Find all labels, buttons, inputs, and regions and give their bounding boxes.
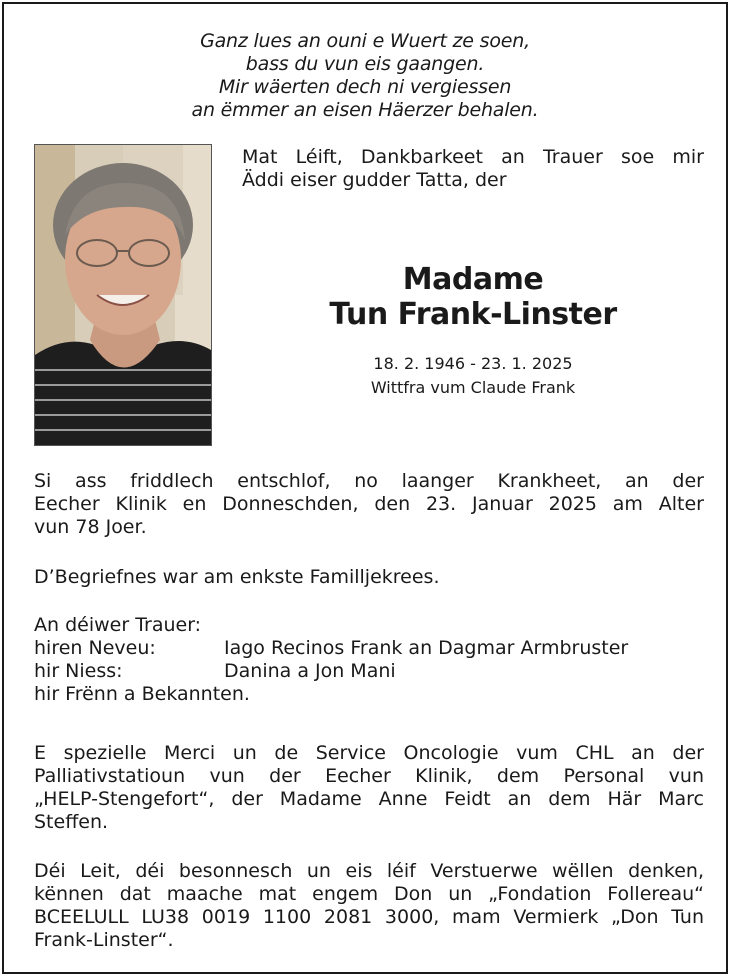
mourner-row xyxy=(34,637,704,660)
death-notice xyxy=(34,470,704,539)
poem-line: Mir wäerten dech ni vergiessen xyxy=(218,76,512,98)
mourners-heading: An déiwer Trauer: xyxy=(34,614,202,636)
donation-note xyxy=(34,860,704,952)
donation-line: BCEELULL LU38 0019 1100 2081 3000, mam Vermierk „Don Tun xyxy=(34,906,704,928)
name-title: Madame xyxy=(402,262,544,297)
thanks-line: E spezielle Merci un de Service Oncologie vum CHL an der xyxy=(34,742,704,764)
mourner-row xyxy=(34,660,704,683)
intro-line: Äddi eiser gudder Tatta, der xyxy=(242,169,507,191)
deceased-name xyxy=(242,262,704,332)
thanks-note xyxy=(34,742,704,834)
intro-text xyxy=(242,146,704,192)
widow-note: Wittfra vum Claude Frank xyxy=(370,378,576,397)
obituary-card xyxy=(2,2,728,974)
poem xyxy=(4,30,726,122)
notice-line: Si ass friddlech entschlof, no laanger Krankheet, an der xyxy=(34,470,704,492)
mourners-list xyxy=(34,614,704,706)
name-full: Tun Frank-Linster xyxy=(329,297,617,332)
portrait-photo xyxy=(34,144,212,446)
poem-line: Ganz lues an ouni e Wuert ze soen, xyxy=(200,30,530,52)
intro-line: Mat Léift, Dankbarkeet an Trauer soe mir xyxy=(242,146,704,168)
donation-line: kënnen dat maache mat engem Don un „Fondation Follereau“ xyxy=(34,883,704,905)
notice-line: vun 78 Joer. xyxy=(34,516,147,538)
donation-line: Déi Leit, déi besonnesch un eis léif Verstuerwe wëllen denken, xyxy=(34,860,704,882)
portrait-illustration xyxy=(35,145,211,445)
mourner-role: hir Niess: xyxy=(34,660,123,682)
life-dates: 18. 2. 1946 - 23. 1. 2025 xyxy=(373,354,573,373)
funeral-line: D’Begriefnes war am enkste Familljekrees. xyxy=(34,566,440,588)
donation-line: Frank-Linster“. xyxy=(34,929,174,951)
funeral-note xyxy=(34,566,704,589)
mourner-names: Iago Recinos Frank an Dagmar Armbruster xyxy=(224,637,629,659)
notice-line: Eecher Klinik en Donneschden, den 23. Januar 2025 am Alter xyxy=(34,493,704,515)
mourners-friends: hir Frënn a Bekannten. xyxy=(34,683,250,705)
thanks-line: Palliativstatioun vun der Eecher Klinik, dem Personal vun xyxy=(34,765,704,787)
thanks-line: Steffen. xyxy=(34,811,109,833)
thanks-line: „HELP-Stengefort“, der Madame Anne Feidt an dem Här Marc xyxy=(34,788,704,810)
mourner-names: Danina a Jon Mani xyxy=(224,660,396,682)
poem-line: an ëmmer an eisen Häerzer behalen. xyxy=(191,99,539,121)
poem-line: bass du vun eis gaangen. xyxy=(245,53,485,75)
mourner-role: hiren Neveu: xyxy=(34,637,156,659)
life-dates-block xyxy=(242,352,704,400)
